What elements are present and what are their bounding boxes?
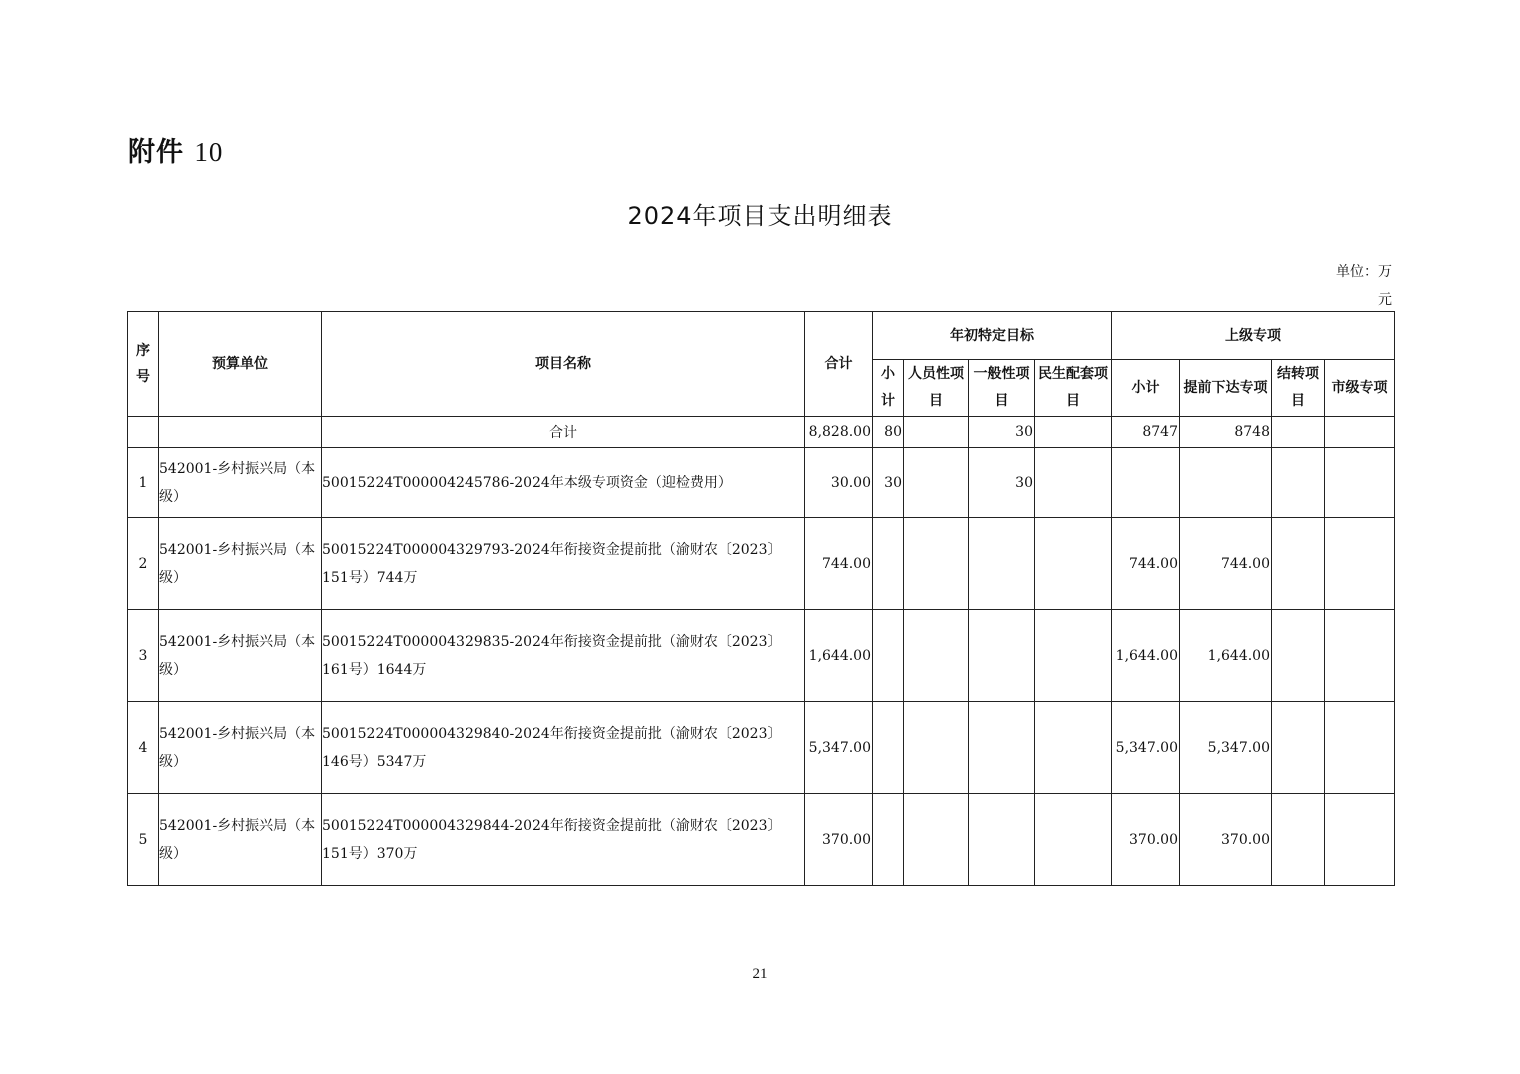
row-project-name: 50015224T000004329835-2024年衔接资金提前批（渝财农〔2023〕161号）1644万 <box>322 610 805 702</box>
page-title: 2024年项目支出明细表 <box>627 202 893 230</box>
row-total: 370.00 <box>805 794 873 886</box>
row-sp-personnel <box>904 794 969 886</box>
row-up-advance: 370.00 <box>1180 794 1272 886</box>
row-unit-name: 542001-乡村振兴局（本级） <box>159 610 322 702</box>
row-seq: 5 <box>128 794 159 886</box>
row-up-carryover <box>1272 610 1325 702</box>
header-group-upper: 上级专项 <box>1112 312 1395 360</box>
header-sp-general: 一般性项目 <box>969 360 1035 417</box>
summary-label: 合计 <box>322 417 805 448</box>
summary-seq <box>128 417 159 448</box>
row-up-city <box>1325 702 1395 794</box>
header-seq: 序号 <box>128 312 159 417</box>
row-seq: 4 <box>128 702 159 794</box>
row-total: 1,644.00 <box>805 610 873 702</box>
row-sp-subtotal <box>873 518 904 610</box>
header-unit-name: 预算单位 <box>159 312 322 417</box>
row-sp-subtotal <box>873 702 904 794</box>
project-expenditure-table <box>127 311 1395 886</box>
row-up-carryover <box>1272 702 1325 794</box>
summary-up-city <box>1325 417 1395 448</box>
row-up-advance: 5,347.00 <box>1180 702 1272 794</box>
row-total: 744.00 <box>805 518 873 610</box>
row-sp-subtotal <box>873 610 904 702</box>
row-up-subtotal: 370.00 <box>1112 794 1180 886</box>
unit-note-line2: 元 <box>1378 292 1392 308</box>
unit-note <box>1322 258 1392 314</box>
row-sp-subtotal <box>873 794 904 886</box>
header-sp-subtotal: 小计 <box>873 360 904 417</box>
row-total: 5,347.00 <box>805 702 873 794</box>
table-row <box>128 518 1395 610</box>
attachment-label <box>128 130 223 169</box>
row-project-name: 50015224T000004329793-2024年衔接资金提前批（渝财农〔2023〕151号）744万 <box>322 518 805 610</box>
row-sp-livelihood <box>1035 448 1112 518</box>
row-up-city <box>1325 794 1395 886</box>
row-up-advance: 744.00 <box>1180 518 1272 610</box>
row-up-subtotal: 1,644.00 <box>1112 610 1180 702</box>
row-unit-name: 542001-乡村振兴局（本级） <box>159 794 322 886</box>
header-up-city: 市级专项 <box>1325 360 1395 417</box>
summary-up-carryover <box>1272 417 1325 448</box>
row-sp-general <box>969 794 1035 886</box>
row-unit-name: 542001-乡村振兴局（本级） <box>159 702 322 794</box>
row-up-subtotal: 744.00 <box>1112 518 1180 610</box>
row-up-city <box>1325 518 1395 610</box>
header-sp-personnel: 人员性项目 <box>904 360 969 417</box>
row-sp-personnel <box>904 518 969 610</box>
row-sp-general <box>969 518 1035 610</box>
header-up-advance: 提前下达专项 <box>1180 360 1272 417</box>
row-up-city <box>1325 610 1395 702</box>
row-up-advance: 1,644.00 <box>1180 610 1272 702</box>
row-up-city <box>1325 448 1395 518</box>
attachment-number: 10 <box>194 137 224 167</box>
table-row <box>128 702 1395 794</box>
row-sp-subtotal: 30 <box>873 448 904 518</box>
row-project-name: 50015224T000004245786-2024年本级专项资金（迎检费用） <box>322 448 805 518</box>
header-row-1 <box>128 312 1395 360</box>
page-number: 21 <box>752 966 768 982</box>
row-unit-name: 542001-乡村振兴局（本级） <box>159 518 322 610</box>
row-sp-livelihood <box>1035 610 1112 702</box>
row-sp-livelihood <box>1035 702 1112 794</box>
header-group-special: 年初特定目标 <box>873 312 1112 360</box>
summary-sp-subtotal: 80 <box>873 417 904 448</box>
row-up-subtotal: 5,347.00 <box>1112 702 1180 794</box>
row-sp-general <box>969 702 1035 794</box>
row-sp-personnel <box>904 610 969 702</box>
row-up-carryover <box>1272 794 1325 886</box>
header-total: 合计 <box>805 312 873 417</box>
row-sp-livelihood <box>1035 794 1112 886</box>
summary-sp-general: 30 <box>969 417 1035 448</box>
summary-up-subtotal: 8747 <box>1112 417 1180 448</box>
table-row <box>128 448 1395 518</box>
row-up-carryover <box>1272 448 1325 518</box>
summary-row <box>128 417 1395 448</box>
table-row <box>128 610 1395 702</box>
row-project-name: 50015224T000004329840-2024年衔接资金提前批（渝财农〔2023〕146号）5347万 <box>322 702 805 794</box>
table-row <box>128 794 1395 886</box>
row-unit-name: 542001-乡村振兴局（本级） <box>159 448 322 518</box>
row-sp-general <box>969 610 1035 702</box>
summary-total: 8,828.00 <box>805 417 873 448</box>
header-project-name: 项目名称 <box>322 312 805 417</box>
row-sp-personnel <box>904 448 969 518</box>
summary-sp-livelihood <box>1035 417 1112 448</box>
row-seq: 1 <box>128 448 159 518</box>
summary-up-advance: 8748 <box>1180 417 1272 448</box>
row-seq: 3 <box>128 610 159 702</box>
row-sp-general: 30 <box>969 448 1035 518</box>
row-up-subtotal <box>1112 448 1180 518</box>
header-up-carryover: 结转项目 <box>1272 360 1325 417</box>
row-project-name: 50015224T000004329844-2024年衔接资金提前批（渝财农〔2023〕151号）370万 <box>322 794 805 886</box>
row-sp-livelihood <box>1035 518 1112 610</box>
unit-note-line1: 单位：万 <box>1336 264 1392 280</box>
header-sp-livelihood: 民生配套项目 <box>1035 360 1112 417</box>
summary-sp-personnel <box>904 417 969 448</box>
row-seq: 2 <box>128 518 159 610</box>
summary-unit <box>159 417 322 448</box>
attachment-text: 附件 <box>128 137 184 168</box>
row-total: 30.00 <box>805 448 873 518</box>
row-sp-personnel <box>904 702 969 794</box>
row-up-carryover <box>1272 518 1325 610</box>
row-up-advance <box>1180 448 1272 518</box>
header-up-subtotal: 小计 <box>1112 360 1180 417</box>
